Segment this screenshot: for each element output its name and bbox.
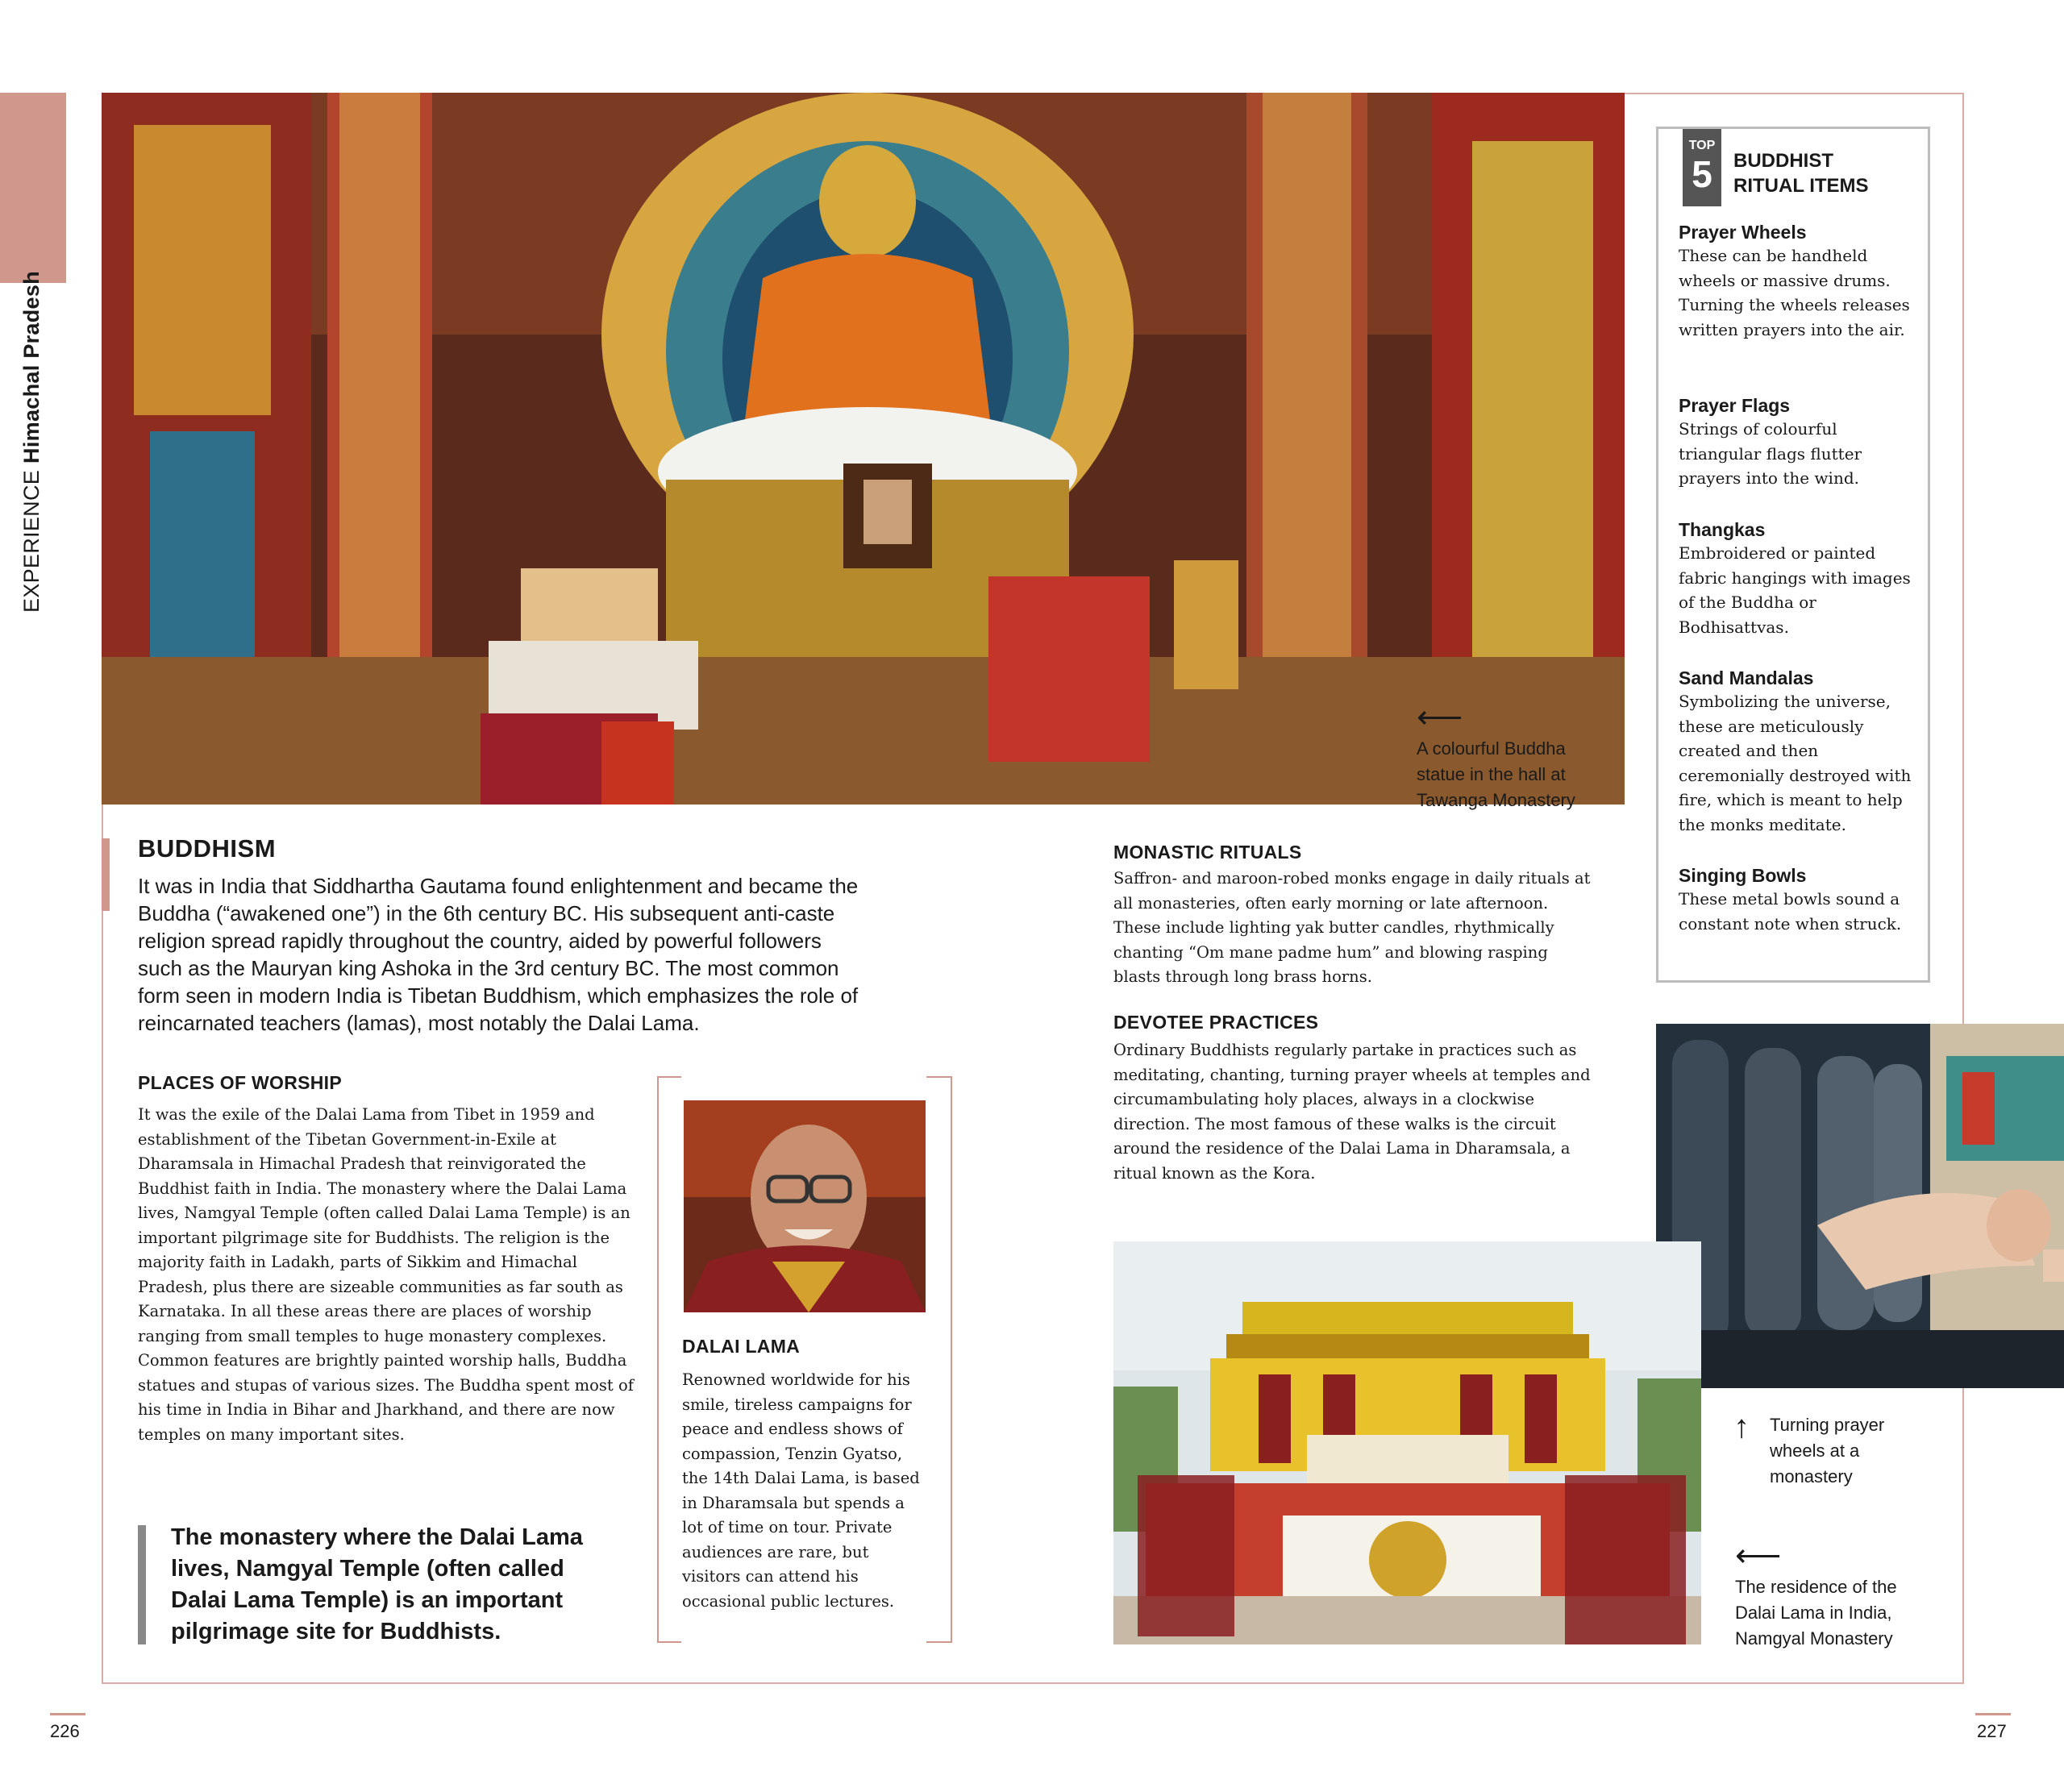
- tawanga-caption: A colourful Buddha statue in the hall at Tawanga Monastery: [1417, 738, 1575, 810]
- rituals-text: Saffron- and maroon-robed monks engage in daily rituals at all monasteries, often early morning or late afternoon. These include lighting yak butter candles, rhythmically chanting “Om mane padme hum” and blowing rasping blasts through long brass horns.: [1113, 869, 1591, 986]
- item-text: Embroidered or painted fabric hangings with images of the Buddha or Bodhisattvas.: [1679, 543, 1911, 637]
- page-number-right: 227: [1977, 1721, 2007, 1741]
- badge-top: TOP: [1688, 139, 1716, 152]
- namgyal-caption: The residence of the Dalai Lama in India, Namgyal Monastery: [1735, 1577, 1897, 1649]
- buddhism-lead: It was in India that Siddhartha Gautama found enlightenment and became the Buddha (“awakened one”) in the 6th century BC. His subsequent anti-caste religion spread rapidly throughout the country, aided by powerful followers such as the Mauryan king Ashoka in the 3rd century BC. The most common form seen in modern India is Tibetan Buddhism, which emphasizes the role of reincarnated teachers (lamas), most notably the Dalai Lama.: [138, 874, 859, 1035]
- item-title: Sand Mandalas: [1679, 667, 1814, 688]
- page-number-rule: [50, 1713, 85, 1715]
- item-text: Strings of colourful triangular flags flutter prayers into the wind.: [1679, 419, 1862, 488]
- box-corner: [926, 1076, 951, 1078]
- arrow-left-icon: ⟵: [1735, 1538, 1782, 1574]
- top5-title: BUDDHIST RITUAL ITEMS: [1733, 150, 1869, 197]
- top5-item: [1679, 222, 1920, 342]
- dalai-heading: DALAI LAMA: [682, 1336, 801, 1357]
- accent-bar: [102, 838, 110, 911]
- devotee-heading: DEVOTEE PRACTICES: [1113, 1012, 1319, 1033]
- top5-item: [1679, 519, 1920, 639]
- region-label: Himachal Pradesh: [19, 271, 44, 464]
- buddha-hall-photo: [102, 93, 1625, 805]
- arrow-up-icon: ↑: [1733, 1409, 1750, 1445]
- badge-number: 5: [1692, 153, 1712, 195]
- section-tab: [0, 93, 66, 283]
- section-label: EXPERIENCE: [19, 469, 44, 613]
- item-title: Thangkas: [1679, 519, 1766, 540]
- top5-item: [1679, 667, 1920, 837]
- top5-box: [1656, 127, 1930, 983]
- top5-badge: [1683, 129, 1721, 206]
- rituals-heading: MONASTIC RITUALS: [1113, 842, 1302, 863]
- page-number-rule: [1975, 1713, 2011, 1715]
- item-title: Prayer Wheels: [1679, 222, 1807, 243]
- dalai-lama-portrait: [684, 1100, 926, 1312]
- item-title: Prayer Flags: [1679, 395, 1791, 416]
- running-head: [19, 271, 44, 613]
- pull-quote: The monastery where the Dalai Lama lives, Namgyal Temple (often called Dalai Lama Temple) is an important pilgrimage site for Buddhists.: [171, 1524, 583, 1644]
- buddhism-heading: BUDDHISM: [138, 834, 277, 863]
- box-corner: [657, 1641, 681, 1643]
- item-title: Singing Bowls: [1679, 865, 1807, 886]
- item-text: These metal bowls sound a constant note when struck.: [1679, 889, 1902, 933]
- top5-item: [1679, 395, 1920, 491]
- arrow-left-icon: ⟵: [1417, 700, 1463, 735]
- page-number-left: 226: [50, 1721, 80, 1741]
- prayer-wheels-photo: [1656, 1024, 2064, 1388]
- namgyal-monastery-photo: [1113, 1241, 1701, 1644]
- box-corner: [657, 1076, 681, 1078]
- places-heading: PLACES OF WORSHIP: [138, 1072, 343, 1093]
- prayer-wheels-caption: Turning prayer wheels at a monastery: [1770, 1415, 1885, 1486]
- places-text: It was the exile of the Dalai Lama from Tibet in 1959 and establishment of the Tibetan Government-in-Exile at Dharamsala in Himachal Pradesh that reinvigorated the Buddhist faith in India. The monastery where the Dalai Lama lives, Namgyal Temple (often called Dalai Lama Temple) is an important pilgrimage site for Buddhists. The religion is the majority faith in Ladakh, parts of Sikkim and Himachal Pradesh, plus there are sizeable communities as far south as Karnataka. In all these areas there are places of worship ranging from small temples to huge monastery complexes. Common features are brightly painted worship halls, Buddha statues and stupas of various sizes. The Buddha spent most of his time in India in Bihar and Jharkhand, and there are now temples on many important sites.: [138, 1105, 634, 1444]
- quote-bar: [138, 1525, 146, 1644]
- top5-item: [1679, 865, 1920, 936]
- box-corner: [926, 1641, 951, 1643]
- item-text: Symbolizing the universe, these are meticulously created and then ceremonially destroyed with fire, which is meant to help the monks meditate.: [1679, 692, 1912, 834]
- item-text: These can be handheld wheels or massive drums. Turning the wheels releases written prayers into the air.: [1679, 246, 1910, 339]
- devotee-text: Ordinary Buddhists regularly partake in practices such as meditating, chanting, turning prayer wheels at temples and circumambulating holy places, always in a clockwise direction. The most famous of these walks is the circuit around the residence of the Dalai Lama in Dharamsala, a ritual known as the Kora.: [1113, 1041, 1591, 1183]
- dalai-text: Renowned worldwide for his smile, tireless campaigns for peace and endless shows of compassion, Tenzin Gyatso, the 14th Dalai Lama, is based in Dharamsala but spends a lot of time on tour. Private audiences are rare, but visitors can attend his occasional public lectures.: [682, 1370, 920, 1611]
